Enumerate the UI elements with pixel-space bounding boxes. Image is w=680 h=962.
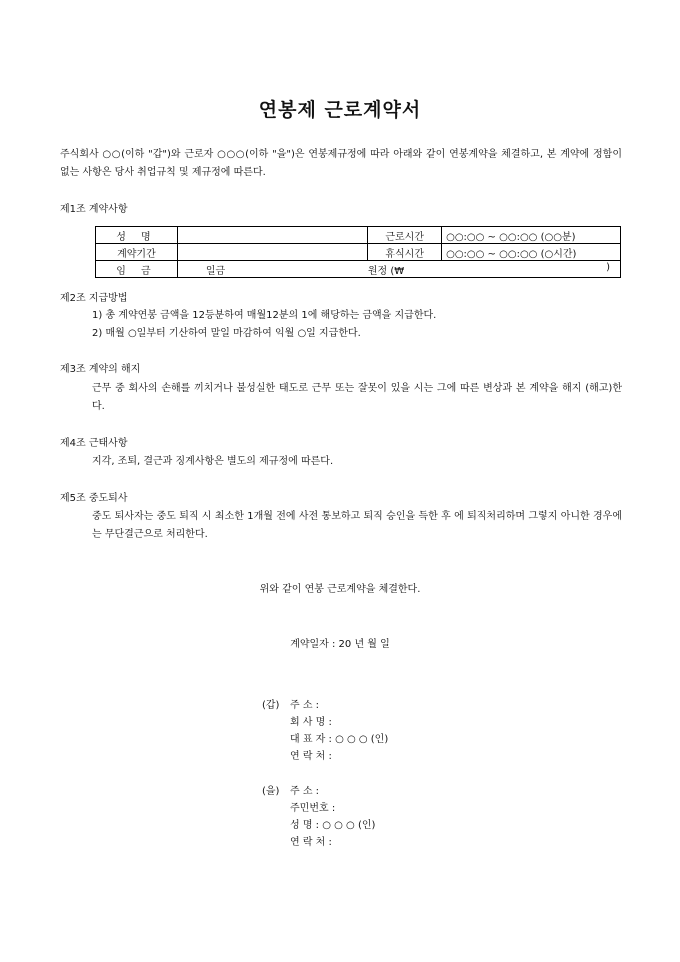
- work-time-value: ○○:○○ ~ ○○:○○ (○○분): [442, 227, 621, 244]
- article-2-item-1: 1) 총 계약연봉 금액을 12등분하여 매월12분의 1에 해당하는 금액을 지급한다.: [92, 310, 437, 321]
- rest-time-label: 휴식시간: [368, 244, 442, 261]
- name-label: 성 명: [96, 227, 178, 244]
- article-5-heading: 제5조 중도퇴사: [60, 493, 128, 504]
- closing-statement: 위와 같이 연봉 근로계약을 체결한다.: [259, 584, 421, 595]
- wage-close-paren: ): [606, 262, 610, 273]
- party-b-contact: 연 락 처 :: [290, 837, 332, 848]
- wage-daily-text: 일금: [205, 265, 226, 277]
- wage-label: 임 금: [96, 261, 178, 278]
- article-4-heading: 제4조 근태사항: [60, 438, 128, 449]
- article-4-body: 지각, 조퇴, 결근과 징계사항은 별도의 제규정에 따른다.: [92, 456, 334, 467]
- party-b-tag: (을): [262, 786, 280, 797]
- contract-terms-table: [95, 226, 621, 278]
- party-b-name: 성 명 : ○ ○ ○ (인): [290, 820, 376, 831]
- wage-value: [177, 261, 620, 278]
- intro-paragraph: 주식회사 ○○(이하 "갑")와 근로자 ○○○(이하 "을")은 연봉제규정에 따라 아래와 같이 연봉계약을 체결하고, 본 계약에 정함이 없는 사항은 당사 취업규칙 및 제규정에 따른다.: [60, 149, 622, 178]
- wage-won-text: 원정 (₩: [367, 266, 405, 277]
- article-3-heading: 제3조 계약의 해지: [60, 364, 141, 375]
- table-row: [96, 261, 621, 278]
- party-a-tag: (갑): [262, 700, 280, 711]
- work-time-label: 근로시간: [368, 227, 442, 244]
- party-b-address: 주 소 :: [290, 786, 320, 797]
- table-row: [96, 227, 621, 244]
- party-a-company: 회 사 명 :: [290, 717, 332, 728]
- article-1-heading: 제1조 계약사항: [60, 204, 128, 215]
- period-label: 계약기간: [96, 244, 178, 261]
- party-b-rrn: 주민번호 :: [290, 803, 336, 814]
- rest-time-value: ○○:○○ ~ ○○:○○ (○시간): [442, 244, 621, 261]
- article-3-body: 근무 중 회사의 손해를 끼치거나 불성실한 태도로 근무 또는 잘못이 있을 시는 그에 따른 변상과 본 계약을 해지 (해고)한다.: [92, 383, 622, 412]
- article-5-body: 중도 퇴사자는 중도 퇴직 시 최소한 1개월 전에 사전 통보하고 퇴직 승인을 득한 후 에 퇴직처리하며 그렇지 아니한 경우에는 무단결근으로 처리한다.: [92, 511, 622, 540]
- contract-date-line: 계약일자 : 20 년 월 일: [290, 639, 390, 650]
- article-2-item-2: 2) 매월 ○일부터 기산하여 말일 마감하여 익월 ○일 지급한다.: [92, 328, 361, 339]
- period-value: [177, 244, 367, 261]
- document-title: 연봉제 근로계약서: [258, 99, 422, 121]
- article-2-heading: 제2조 지급방법: [60, 293, 128, 304]
- name-value: [177, 227, 367, 244]
- table-row: [96, 244, 621, 261]
- party-a-ceo: 대 표 자 : ○ ○ ○ (인): [290, 734, 389, 745]
- party-a-contact: 연 락 처 :: [290, 751, 332, 762]
- party-a-address: 주 소 :: [290, 700, 320, 711]
